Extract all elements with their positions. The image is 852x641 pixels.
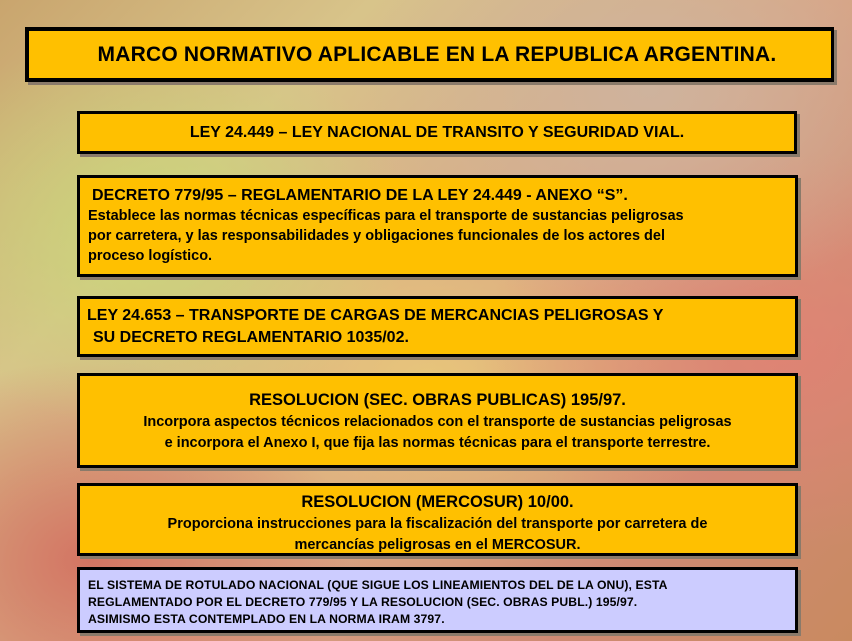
ley-24653-line: LEY 24.653 – TRANSPORTE DE CARGAS DE MERCANCIAS PELIGROSAS Y — [87, 307, 664, 324]
decreto-779-line: proceso logístico. — [88, 248, 213, 264]
resolucion-mercosur-line: mercancías peligrosas en el MERCOSUR. — [294, 537, 581, 553]
resolucion-mercosur-line: Proporciona instrucciones para la fiscalización del transporte por carretera de — [167, 516, 708, 532]
ley-24449-text: LEY 24.449 – LEY NACIONAL DE TRANSITO Y SEGURIDAD VIAL. — [189, 123, 685, 141]
decreto-779-box — [77, 175, 798, 277]
rotulado-note-line: ASIMISMO ESTA CONTEMPLADO EN LA NORMA IRAM 3797. — [88, 612, 445, 626]
ley-24653-box — [77, 296, 798, 357]
rotulado-note-line: REGLAMENTADO POR EL DECRETO 779/95 Y LA RESOLUCION (SEC. OBRAS PUBL.) 195/97. — [88, 595, 638, 609]
rotulado-note-box — [77, 567, 798, 633]
decreto-779-heading: DECRETO 779/95 – REGLAMENTARIO DE LA LEY 24.449 - ANEXO “S”. — [92, 187, 628, 204]
rotulado-note-line: EL SISTEMA DE ROTULADO NACIONAL (QUE SIGUE LOS LINEAMIENTOS DEL DE LA ONU), ESTA — [88, 578, 668, 592]
resolucion-mercosur-box — [77, 483, 798, 556]
ley-24449-box — [77, 111, 797, 154]
resolucion-195-box — [77, 373, 798, 468]
resolucion-195-heading: RESOLUCION (SEC. OBRAS PUBLICAS) 195/97. — [249, 391, 626, 409]
resolucion-mercosur-heading: RESOLUCION (MERCOSUR) 10/00. — [301, 493, 574, 511]
decreto-779-line: Establece las normas técnicas específicas para el transporte de sustancias peligrosas — [88, 208, 684, 224]
resolucion-195-line: Incorpora aspectos técnicos relacionados con el transporte de sustancias peligrosas — [143, 414, 732, 430]
page-title: MARCO NORMATIVO APLICABLE EN LA REPUBLICA ARGENTINA. — [97, 42, 777, 66]
page-title-box — [25, 27, 834, 82]
resolucion-195-line: e incorpora el Anexo I, que fija las normas técnicas para el transporte terrestre. — [164, 435, 711, 451]
decreto-779-line: por carretera, y las responsabilidades y obligaciones funcionales de los actores del — [88, 228, 665, 244]
ley-24653-line: SU DECRETO REGLAMENTARIO 1035/02. — [93, 329, 409, 346]
